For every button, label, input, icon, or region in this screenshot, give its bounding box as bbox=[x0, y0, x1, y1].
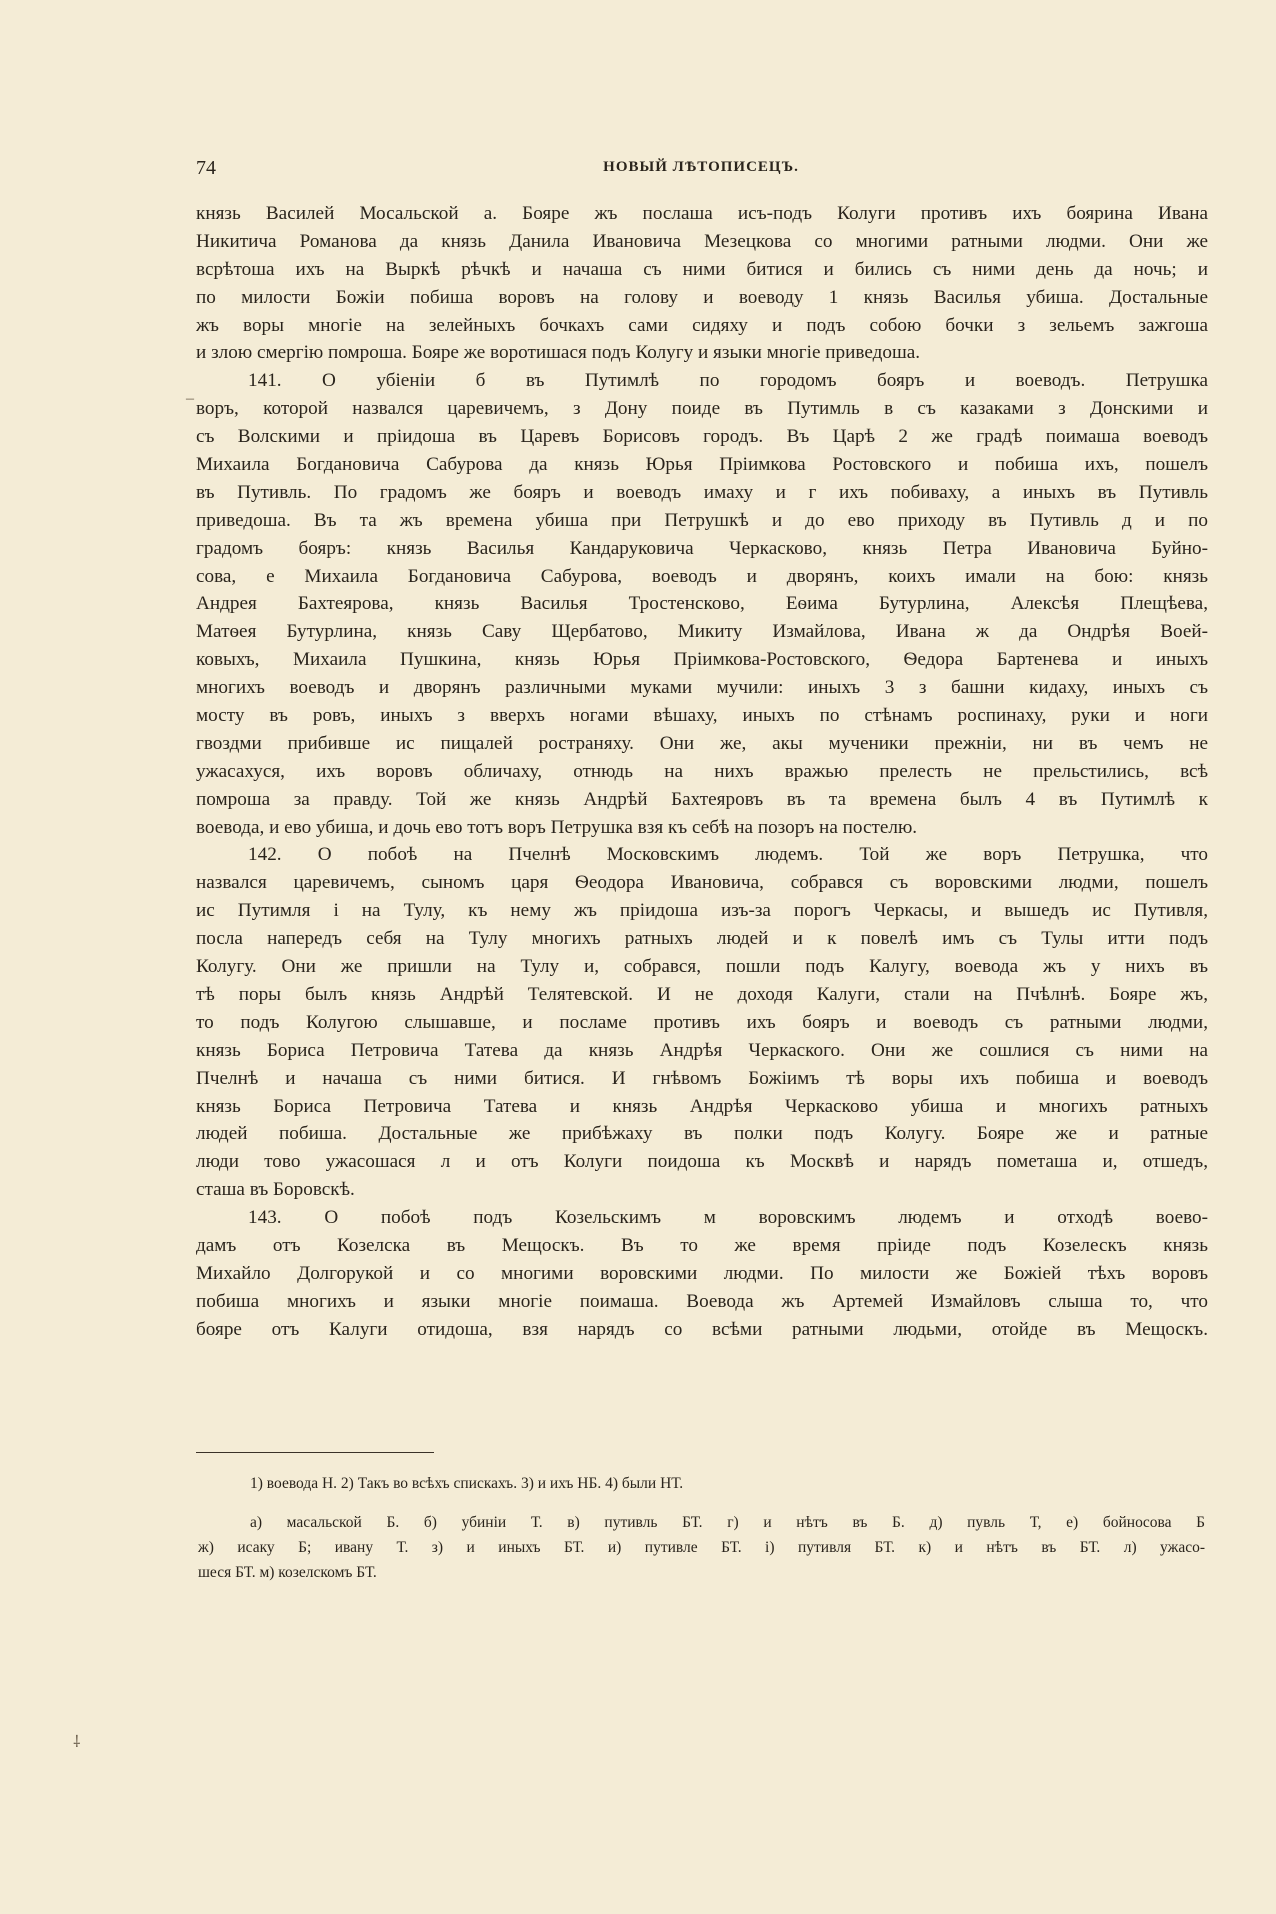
main-text bbox=[196, 200, 1208, 1344]
text-line: гвоздми прибивше ис пищалей ространяху. Они же, акы мученики прежніи, ни въ чемъ не bbox=[196, 732, 1208, 754]
running-title: НОВЫЙ ЛѢТОПИСЕЦЪ. bbox=[603, 159, 799, 175]
section-heading-143: 143. О побоѣ подъ Козельскимъ м воровскимъ людемъ и отходѣ воево- bbox=[248, 1207, 1208, 1229]
text-line: Михаила Богдановича Сабурова да князь Юрья Пріимкова Ростовского и побиша ихъ, пошелъ bbox=[196, 454, 1208, 476]
footnote-line: а) масальской Б. б) убиніи Т. в) путивль БТ. г) и нѣтъ въ Б. д) пувль Т, е) бойноcова Б bbox=[250, 1514, 1205, 1531]
text-line: Михайло Долгорукой и со многими воровскими людми. По милости же Божіей тѣхъ воровъ bbox=[196, 1262, 1208, 1284]
text-line: Колугу. Они же пришли на Тулу и, собрався, пошли подъ Калугу, воевода жъ у нихъ въ bbox=[196, 956, 1208, 978]
text-line: Матѳея Бутурлина, князь Саву Щербатово, Микиту Измайлова, Ивана ж да Ондрѣя Воей- bbox=[196, 621, 1208, 643]
margin-dash-mark: – bbox=[186, 390, 194, 407]
text-line: ковыхъ, Михаила Пушкина, князь Юрья Пріимкова-Ростовского, Ѳедора Бартенева и иныхъ bbox=[196, 649, 1208, 671]
text-line: людей побиша. Достальные же прибѣжаху въ полки подъ Колугу. Бояре же и ратные bbox=[196, 1123, 1208, 1145]
text-line: градомъ бояръ: князь Василья Кандаруковича Черкасково, князь Петра Ивановича Буйно- bbox=[196, 537, 1208, 559]
text-line: воръ, которой назвался царевичемъ, з Дону поиде въ Путимль в съ казаками з Донскими и bbox=[196, 398, 1208, 420]
page-header bbox=[196, 157, 1206, 185]
text-line: воевода, и ево убиша, и дочь ево тотъ воръ Петрушка взя къ себѣ на позоръ на постелю. bbox=[196, 816, 918, 838]
text-line: съ Волскими и пріидоша въ Царевъ Борисовъ городъ. Въ Царѣ 2 же градѣ поимаша воеводъ bbox=[196, 426, 1208, 448]
text-line: князь Василей Мосальской а. Бояре жъ послаша исъ-подъ Колуги противъ ихъ боярина Ивана bbox=[196, 203, 1208, 224]
text-line: назвался царевичемъ, сыномъ царя Ѳеодора Ивановича, собрався съ воровскими людми, пошелъ bbox=[196, 872, 1208, 894]
text-line: ужасахуся, ихъ воровъ обличаху, отнюдь на нихъ вражью прелесть не прельстились, всѣ bbox=[196, 760, 1208, 782]
text-line: и злою смергію помроша. Бояре же воротишася подъ Колугу и языки многіе приведоша. bbox=[196, 342, 921, 364]
page-number: 74 bbox=[196, 157, 216, 179]
footnote-line: ж) исаку Б; ивану Т. з) и иныхъ БТ. и) путивле БТ. і) путивля БТ. к) и нѣтъ въ БТ. л) ужасо- bbox=[198, 1539, 1205, 1556]
footnote-rule bbox=[196, 1452, 434, 1453]
text-line: мосту въ ровъ, иныхъ з вверхъ ногами вѣшаху, иныхъ по стѣнамъ роспинаху, руки и ноги bbox=[196, 705, 1208, 727]
text-line: сташа въ Боровскѣ. bbox=[196, 1179, 355, 1201]
text-line: сова, е Михаила Богдановича Сабурова, воеводъ и дворянъ, коихъ имали на бою: князь bbox=[196, 565, 1208, 587]
text-line: Пчелнѣ и начаша съ ними битися. И гнѣвомъ Божіимъ тѣ воры ихъ побиша и воеводъ bbox=[196, 1067, 1208, 1089]
footnote-line: шеся БТ. м) козелскомъ БТ. bbox=[198, 1564, 377, 1581]
text-line: Никитича Романова да князь Данила Ивановича Мезецкова со многими ратными людми. Они же bbox=[196, 230, 1208, 252]
text-line: побиша многихъ и языки многіе поимаша. Воевода жъ Артемей Измайловъ слыша то, что bbox=[196, 1290, 1208, 1312]
text-line: Андрея Бахтеярова, князь Василья Тростенсково, Еѳима Бутурлина, Алексѣя Плещѣева, bbox=[196, 593, 1208, 615]
text-line: князь Бориса Петровича Татева да князь Андрѣя Черкаского. Они же сошлися съ ними на bbox=[196, 1039, 1208, 1061]
text-line: по милости Божіи побиша воровъ на голову и воеводу 1 князь Василья убиша. Достальные bbox=[196, 286, 1208, 308]
section-heading-142: 142. О побоѣ на Пчелнѣ Московскимъ людемъ. Той же воръ Петрушка, что bbox=[248, 844, 1208, 866]
text-line: многихъ воеводъ и дворянъ различными муками мучили: иныхъ 3 з башни кидаху, иныхъ съ bbox=[196, 677, 1208, 699]
text-line: бояре отъ Калуги отидоша, взя нарядъ со всѣми ратными людьми, отойде въ Мещоскъ. bbox=[196, 1318, 1208, 1340]
text-line: тѣ поры былъ князь Андрѣй Телятевской. И не доходя Калуги, стали на Пчѣлнѣ. Бояре жъ, bbox=[196, 983, 1208, 1005]
margin-pencil-mark: ⸸ bbox=[73, 1734, 81, 1751]
text-line: ис Путимля і на Тулу, къ нему жъ пріидоша изъ-за порогъ Черкасы, и вышедъ ис Путивля, bbox=[196, 900, 1208, 922]
text-line: посла напередъ себя на Тулу многихъ ратныхъ людей и к повелѣ имъ съ Тулы итти подъ bbox=[196, 928, 1208, 950]
lettered-footnotes bbox=[198, 1510, 1205, 1585]
text-line: помроша за правду. Той же князь Андрѣй Бахтеяровъ въ та времена былъ 4 въ Путимлѣ к bbox=[196, 788, 1208, 810]
text-line: люди тово ужасошася л и отъ Колуги поидоша къ Москвѣ и нарядъ пометаша и, отшедъ, bbox=[196, 1151, 1208, 1173]
text-line: князь Бориса Петровича Татева и князь Андрѣя Черкасково убиша и многихъ ратныхъ bbox=[196, 1095, 1208, 1117]
section-heading-141: 141. О убіеніи б въ Путимлѣ по городомъ бояръ и воеводъ. Петрушка bbox=[248, 370, 1208, 392]
text-line: приведоша. Въ та жъ времена убиша при Петрушкѣ и до ево приходу въ Путивль д и по bbox=[196, 509, 1208, 531]
text-line: въ Путивль. По градомъ же бояръ и воеводъ имаху и г ихъ побиваху, а иныхъ въ Путивль bbox=[196, 481, 1208, 503]
text-line: всрѣтоша ихъ на Выркѣ рѣчкѣ и начаша съ ними битися и бились съ ними день да ночь; и bbox=[196, 258, 1208, 280]
text-line: то подъ Колугою слышавше, и посламе противъ ихъ бояръ и воеводъ съ ратными людми, bbox=[196, 1011, 1208, 1033]
text-line: дамъ отъ Козелска въ Мещоскъ. Въ то же время пріиде подъ Козелескъ князь bbox=[196, 1234, 1208, 1256]
numbered-footnotes: 1) воевода Н. 2) Такъ во всѣхъ спискахъ. 3) и ихъ НБ. 4) были НТ. bbox=[250, 1475, 684, 1492]
text-line: жъ воры многіе на зелейныхъ бочкахъ сами сидяху и подъ собою бочки з зельемъ зажгоша bbox=[196, 314, 1208, 336]
